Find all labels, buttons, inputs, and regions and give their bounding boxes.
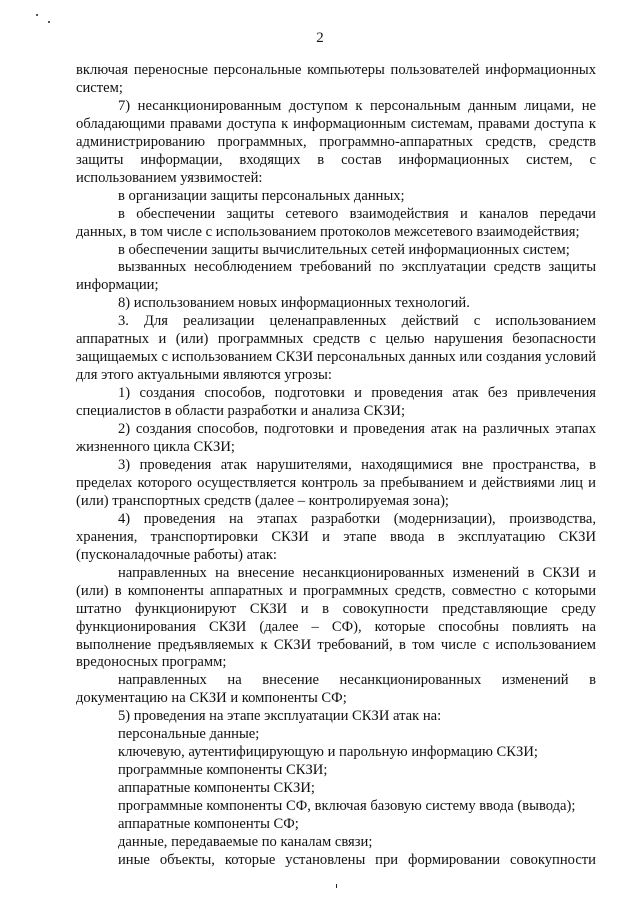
paragraph: данные, передаваемые по каналам связи;: [118, 833, 373, 850]
paragraph: в обеспечении защиты вычислительных сетей информационных систем;: [118, 241, 570, 258]
paragraph: 5) проведения на этапе эксплуатации СКЗИ атак на:: [118, 708, 442, 725]
paragraph: 1) создания способов, подготовки и проведения атак без привлечения специалистов в области разработки и анализа СКЗИ;: [76, 385, 596, 420]
paragraph: программные компоненты СКЗИ;: [118, 762, 328, 779]
scan-speck: [336, 884, 337, 888]
paragraph: вызванных несоблюдением требований по эксплуатации средств защиты информации;: [76, 259, 596, 294]
paragraph: включая переносные персональные компьютеры пользователей информационных систем;: [76, 62, 596, 96]
paragraph: в обеспечении защиты сетевого взаимодействия и каналов передачи данных, в том числе с использованием протоколов межсетевого взаимодействия;: [76, 205, 596, 240]
paragraph: 4) проведения на этапах разработки (модернизации), производства, хранения, транспортировки СКЗИ и этапе ввода в эксплуатацию СКЗИ (пусконаладочные работы) атак:: [76, 510, 596, 563]
paragraph: аппаратные компоненты СФ;: [118, 816, 299, 833]
paragraph: в организации защиты персональных данных;: [118, 187, 405, 204]
paragraph: 3. Для реализации целенаправленных действий с использованием аппаратных и (или) программных средств с целью нарушения безопасности защищаемых с использованием СКЗИ персональных данных или создания условий для этого актуальными являются угрозы:: [76, 313, 596, 384]
scan-speck: [36, 14, 38, 16]
paragraph: персональные данные;: [118, 726, 260, 743]
paragraph: направленных на внесение несанкционированных изменений в документацию на СКЗИ и компоненты СФ;: [76, 672, 596, 707]
paragraph: направленных на внесение несанкционированных изменений в СКЗИ и (или) в компоненты аппаратных и программных средств, совместно с которыми штатно функционируют СКЗИ и в совокупности представляющие среду функционирования СКЗИ (далее – СФ), которые способны повлиять на выполнение предъявляемых к СКЗИ требований, в том числе с использованием вредоносных программ;: [76, 564, 596, 671]
paragraph: программные компоненты СФ, включая базовую систему ввода (вывода);: [118, 798, 576, 815]
paragraph: иные объекты, которые установлены при формировании совокупности: [118, 851, 596, 868]
paragraph: 7) несанкционированным доступом к персональным данным лицами, не обладающими правами доступа к информационным системам, правами доступа к администрированию программных, программно-аппаратных средств, средств защиты информации, входящих в состав информационных систем, с использованием уязвимостей:: [76, 97, 596, 186]
paragraph: 8) использованием новых информационных технологий.: [118, 295, 470, 312]
document-body: [76, 62, 596, 870]
page-number: 2: [316, 30, 324, 46]
paragraph: 2) создания способов, подготовки и проведения атак на различных этапах жизненного цикла СКЗИ;: [76, 421, 596, 456]
scan-speck: [48, 21, 50, 23]
paragraph: 3) проведения атак нарушителями, находящимися вне пространства, в пределах которого осуществляется контроль за пребыванием и действиями лиц и (или) транспортных средств (далее – контролируемая зона);: [76, 456, 596, 509]
paragraph: аппаратные компоненты СКЗИ;: [118, 780, 315, 797]
paragraph: ключевую, аутентифицирующую и парольную информацию СКЗИ;: [118, 744, 538, 761]
